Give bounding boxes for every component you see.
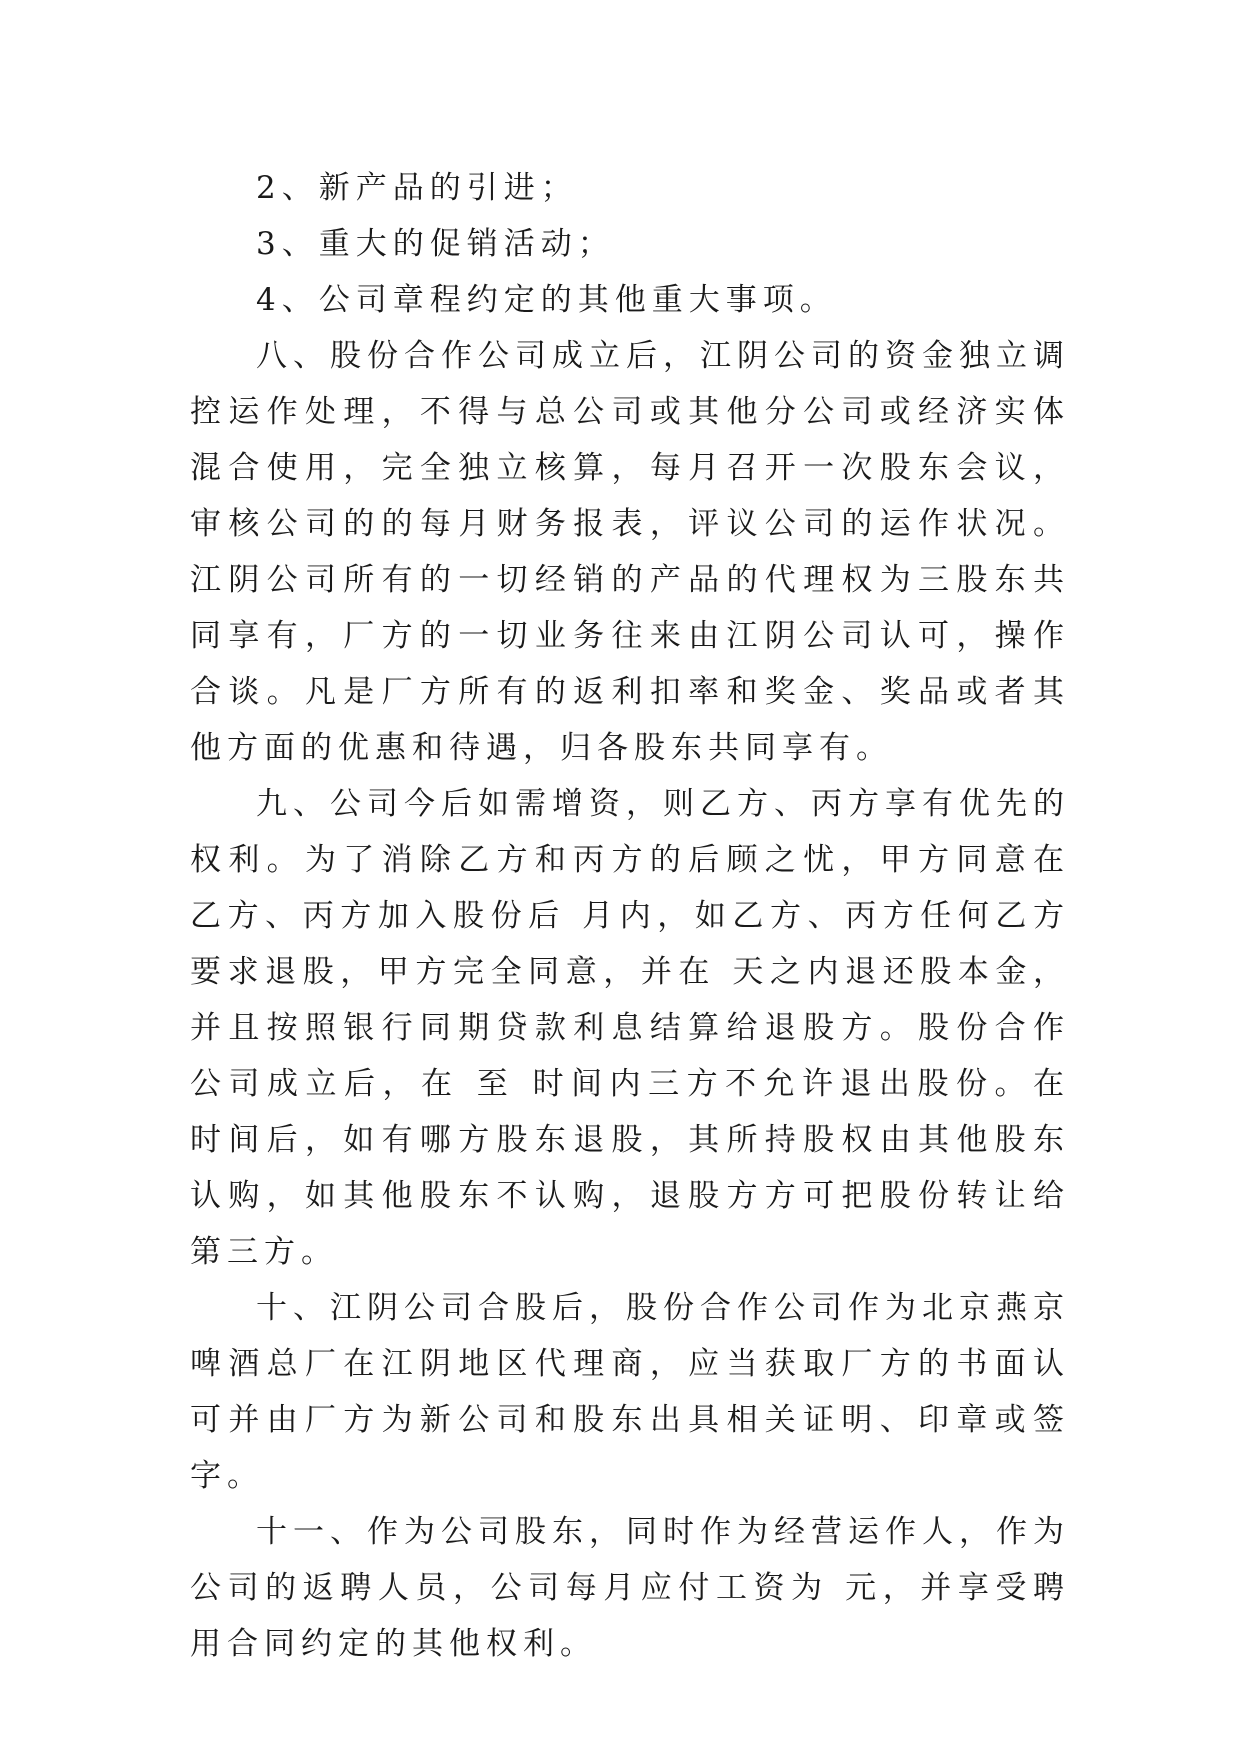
document-body — [190, 160, 1070, 1672]
list-item-new-products: 2、新产品的引进； — [256, 170, 578, 206]
clause-eight: 八、股份合作公司成立后，江阴公司的资金独立调控运作处理，不得与总公司或其他分公司或经济实体混合使用，完全独立核算，每月召开一次股东会议，审核公司的的每月财务报表，评议公司的运作状况。江阴公司所有的一切经销的产品的代理权为三股东共同享有，厂方的一切业务往来由江阴公司认可，操作合谈。凡是厂方所有的返利扣率和奖金、奖品或者其他方面的优惠和待遇，归各股东共同享有。 — [190, 338, 1070, 766]
clause-ten: 十、江阴公司合股后，股份合作公司作为北京燕京啤酒总厂在江阴地区代理商，应当获取厂方的书面认可并由厂方为新公司和股东出具相关证明、印章或签字。 — [190, 1290, 1070, 1494]
clause-eleven: 十一、作为公司股东，同时作为经营运作人，作为公司的返聘人员，公司每月应付工资为 元，并享受聘用合同约定的其他权利。 — [190, 1514, 1070, 1662]
list-item-promotions: 3、重大的促销活动； — [256, 226, 615, 262]
list-item-other-matters: 4、公司章程约定的其他重大事项。 — [256, 282, 837, 318]
clause-nine: 九、公司今后如需增资，则乙方、丙方享有优先的权利。为了消除乙方和丙方的后顾之忧，甲方同意在乙方、丙方加入股份后 月内，如乙方、丙方任何乙方要求退股，甲方完全同意，并在 天之内退还股本金，并且按照银行同期贷款利息结算给退股方。股份合作公司成立后，在 至 时间内三方不允许退出股份。在 时间后，如有哪方股东退股，其所持股权由其他股东认购，如其他股东不认购，退股方方可把股份转让给第三方。 — [190, 786, 1070, 1270]
